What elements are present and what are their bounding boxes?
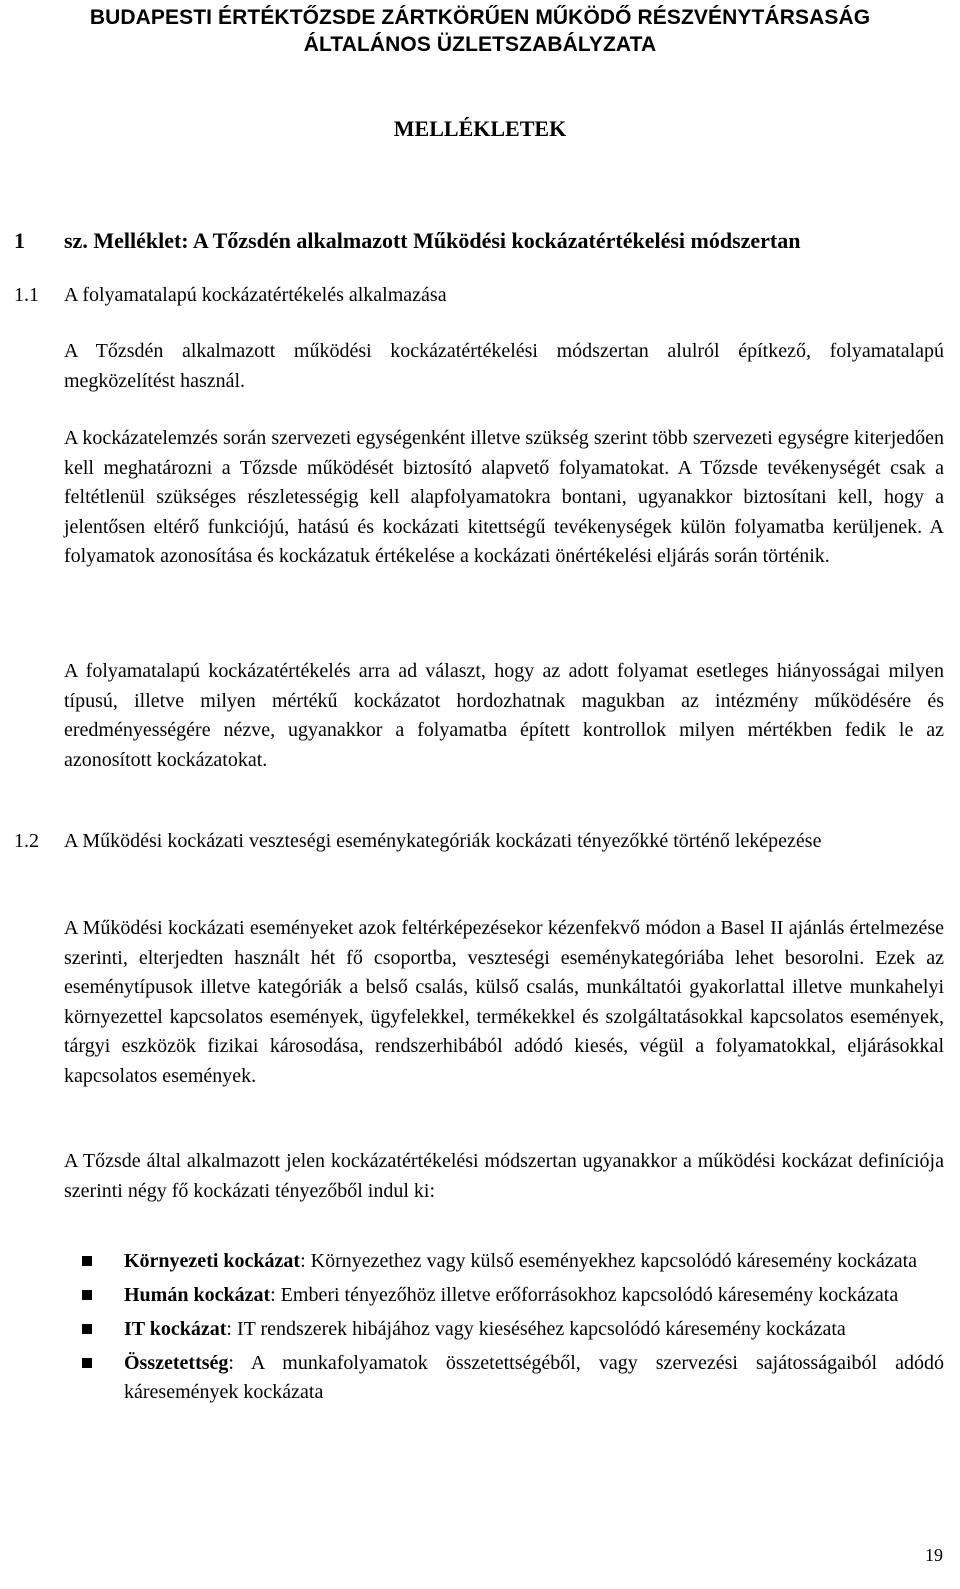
- section-1-2-number: 1.2: [14, 830, 39, 852]
- section-1-heading: [14, 228, 801, 254]
- list-item: [64, 1315, 944, 1344]
- header-line-1: BUDAPESTI ÉRTÉKTŐZSDE ZÁRTKÖRŰEN MŰKÖDŐ RÉSZVÉNYTÁRSASÁG: [89, 6, 871, 29]
- list-item-text: : Emberi tényezőhöz illetve erőforrásokhoz kapcsolódó káresemény kockázata: [270, 1284, 899, 1306]
- list-item-text: : Környezethez vagy külső eseményekhez kapcsolódó káresemény kockázata: [300, 1250, 918, 1272]
- list-item: [64, 1247, 944, 1276]
- section-1-2-title: A Működési kockázati veszteségi eseménykategóriák kockázati tényezőkké történő leképezése: [64, 830, 822, 852]
- paragraph-4: A Működési kockázati eseményeket azok feltérképezésekor kézenfekvő módon a Basel II ajánlás értelmezése szerinti, elterjedten használt hét fő csoportba, veszteségi eseménykategóriába lehet besorolni. Ezek az eseménytípusok illetve kategóriák a belső csalás, külső csalás, munkáltatói gyakorlattal illetve munkahelyi környezettel kapcsolatos események, ügyfelekkel, termékekkel és szolgáltatásokkal kapcsolatos események, tárgyi eszközök fizikai károsodása, rendszerhibából adódó kiesés, végül a folyamatokkal, eljárásokkal kapcsolatos események.: [64, 917, 944, 1087]
- list-item: [64, 1349, 944, 1407]
- paragraph-1: A Tőzsdén alkalmazott működési kockázatértékelési módszertan alulról építkező, folyamatalapú megközelítést használ.: [64, 340, 944, 392]
- bullet-square-icon: [82, 1256, 92, 1266]
- appendix-title: MELLÉKLETEK: [393, 116, 567, 141]
- header-line-2: ÁLTALÁNOS ÜZLETSZABÁLYZATA: [303, 33, 657, 56]
- bullet-square-icon: [82, 1324, 92, 1334]
- list-item-term: Összetettség: [124, 1352, 229, 1374]
- list-item-term: Humán kockázat: [124, 1284, 271, 1306]
- paragraph-2: A kockázatelemzés során szervezeti egységenként illetve szükség szerint több szervezeti egységre kiterjedően kell meghatározni a Tőzsde működését biztosító alapvető folyamatokat. A Tőzsde tevékenységét csak a feltétlenül szükséges részletességig kell alapfolyamatokra bontani, ugyanakkor biztosítani kell, hogy a jelentősen eltérő funkciójú, hatású és kockázati kitettségű tevékenységek külön folyamatba kerüljenek. A folyamatok azonosítása és kockázatuk értékelése a kockázati önértékelési eljárás során történik.: [64, 427, 944, 567]
- list-item: [64, 1281, 944, 1310]
- paragraph-5: A Tőzsde által alkalmazott jelen kockázatértékelési módszertan ugyanakkor a működési kockázat definíciója szerinti négy fő kockázati tényezőből indul ki:: [64, 1150, 944, 1202]
- document-header: [0, 4, 960, 58]
- list-item-term: IT kockázat: [124, 1318, 227, 1340]
- bullet-square-icon: [82, 1358, 92, 1368]
- paragraph-3: A folyamatalapú kockázatértékelés arra ad választ, hogy az adott folyamat esetleges hiányosságai milyen típusú, illetve milyen mértékű kockázatot hordozhatnak magukban az intézmény működésére és eredményességére nézve, ugyanakkor a folyamatba épített kontrollok milyen mértékben fedik le az azonosított kockázatokat.: [64, 660, 944, 771]
- list-item-term: Környezeti kockázat: [124, 1250, 301, 1272]
- section-1-1-number: 1.1: [14, 284, 39, 306]
- section-1-number: 1: [14, 228, 25, 253]
- section-1-title: sz. Melléklet: A Tőzsdén alkalmazott Működési kockázatértékelési módszertan: [64, 228, 801, 253]
- list-item-text: : IT rendszerek hibájához vagy kieséséhez kapcsolódó káresemény kockázata: [226, 1318, 846, 1340]
- risk-factor-list: [64, 1247, 944, 1412]
- page-number: 19: [925, 1545, 943, 1565]
- bullet-square-icon: [82, 1290, 92, 1300]
- list-item-text: : A munkafolyamatok összetettségéből, vagy szervezési sajátosságaiból adódó káresemények kockázata: [124, 1352, 944, 1403]
- section-1-1-title: A folyamatalapú kockázatértékelés alkalmazása: [64, 284, 447, 306]
